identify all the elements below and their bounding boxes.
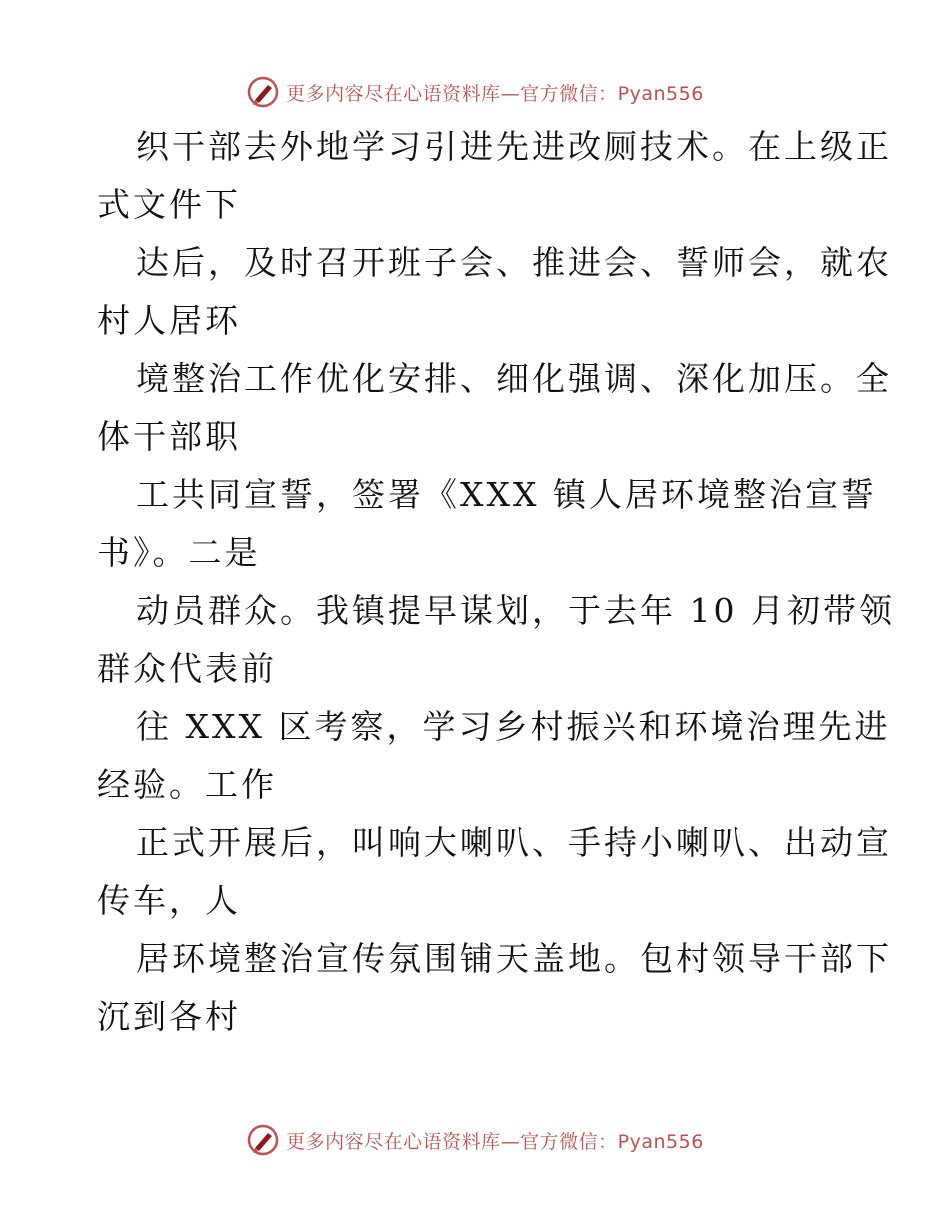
pen-circle-logo-icon [246,75,280,109]
text-line: 式文件下 [97,185,241,224]
text-line: 群众代表前 [97,649,277,688]
header-banner [0,72,950,112]
text-line: 正式开展后，叫响大喇叭、手持小喇叭、出动宣 [136,823,892,862]
footer-banner-text: 更多内容尽在心语资料库—官方微信：Pyan556 [286,1130,704,1153]
text-line: 织干部去外地学习引进先进改厕技术。在上级正 [136,127,892,166]
text-line: 书》。二是 [97,533,261,572]
text-line: 达后，及时召开班子会、推进会、誓师会，就农 [136,243,892,282]
pen-circle-logo-icon [246,1123,280,1157]
text-line: 境整治工作优化安排、细化强调、深化加压。全 [136,359,892,398]
text-line: 沉到各村 [97,997,241,1036]
text-line: 村人居环 [97,301,241,340]
footer-banner [0,1120,950,1160]
header-banner-text: 更多内容尽在心语资料库—官方微信：Pyan556 [286,82,704,105]
text-line: 往 XXX 区考察，学习乡村振兴和环境治理先进 [136,707,891,746]
text-line: 传车，人 [97,881,241,920]
text-line: 工共同宣誓，签署《XXX 镇人居环境整治宣誓 [136,475,877,514]
text-line: 体干部职 [97,417,241,456]
document-body [0,118,950,1046]
text-line: 经验。工作 [97,765,277,804]
text-line: 居环境整治宣传氛围铺天盖地。包村领导干部下 [136,939,892,978]
text-line: 动员群众。我镇提早谋划，于去年 10 月初带领 [136,591,895,630]
